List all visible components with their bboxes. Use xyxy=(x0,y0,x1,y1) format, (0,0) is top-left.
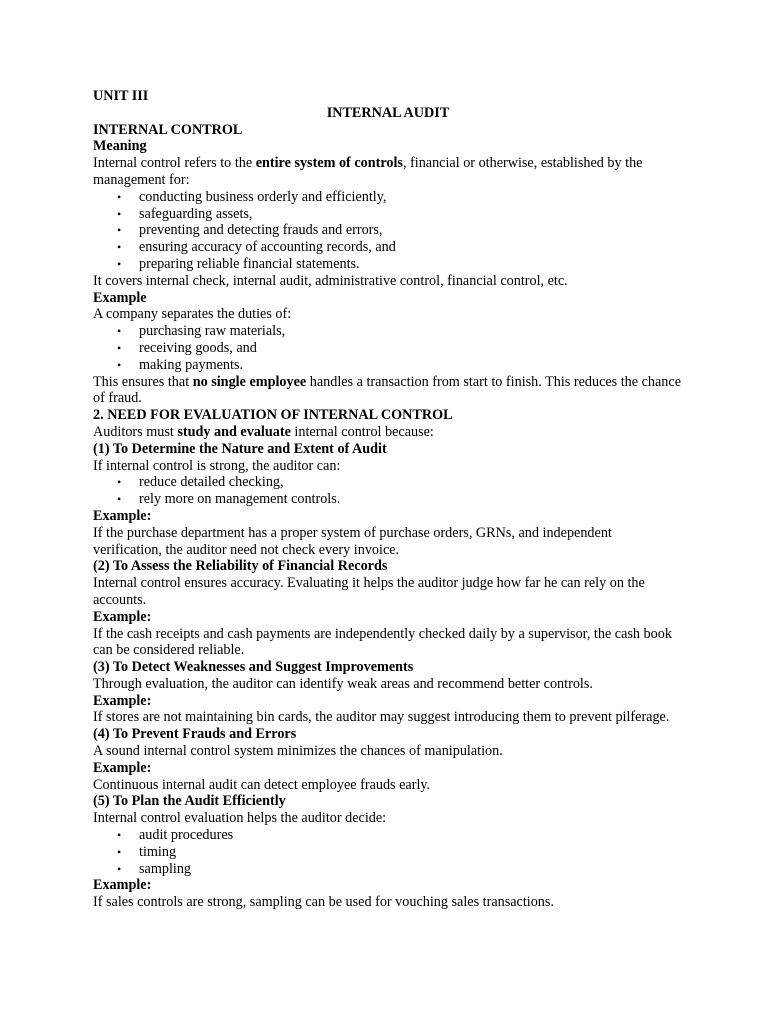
bullet-icon: • xyxy=(117,206,122,221)
ensures-paragraph: This ensures that no single employee handles a transaction from start to finish. This reduces the chance of fraud. xyxy=(93,373,681,407)
subheading-plan-audit: (5) To Plan the Audit Efficiently xyxy=(93,793,286,810)
list-item: • conducting business orderly and efficiently, xyxy=(117,188,387,205)
list-item: • sampling xyxy=(117,860,192,877)
bullet-icon: • xyxy=(117,240,122,255)
bullet-icon: • xyxy=(117,492,122,507)
list-item: • audit procedures xyxy=(117,827,234,844)
meaning-text-post: , financial or otherwise, established by the management for: xyxy=(93,155,643,188)
list-item: • making payments. xyxy=(117,356,244,373)
bullet-icon: • xyxy=(117,189,122,204)
subheading-frauds-errors: (4) To Prevent Frauds and Errors xyxy=(93,726,297,743)
list-item: • reduce detailed checking, xyxy=(117,474,284,491)
example-heading: Example xyxy=(93,289,147,306)
section-heading-internal-control: INTERNAL CONTROL xyxy=(93,121,243,138)
meaning-text-pre: Internal control refers to the xyxy=(93,155,256,172)
bullet-icon: • xyxy=(117,357,122,372)
example-label: Example: xyxy=(93,692,152,709)
example-label: Example: xyxy=(93,608,152,625)
bullet-icon: • xyxy=(117,340,122,355)
bullet-icon: • xyxy=(117,223,122,238)
auditor-decide-list xyxy=(93,827,683,877)
paragraph: Internal control evaluation helps the auditor decide: xyxy=(93,810,387,827)
example-label: Example: xyxy=(93,507,152,524)
list-item: • safeguarding assets, xyxy=(117,205,253,222)
example-paragraph: If the cash receipts and cash payments are independently checked daily by a supervisor, the cash book can be considered reliable. xyxy=(93,625,672,659)
meaning-text-bold: entire system of controls xyxy=(255,155,403,172)
bullet-icon: • xyxy=(117,844,122,859)
unit-label: UNIT III xyxy=(93,88,149,104)
example-label: Example: xyxy=(93,759,152,776)
bullet-icon: • xyxy=(117,475,122,490)
example-paragraph: If sales controls are strong, sampling can be used for vouching sales transactions. xyxy=(93,894,554,911)
list-item: • preventing and detecting frauds and errors, xyxy=(117,222,383,239)
paragraph: Internal control ensures accuracy. Evaluating it helps the auditor judge how far he can rely on the accounts. xyxy=(93,575,645,608)
section-heading-need-for-evaluation: 2. NEED FOR EVALUATION OF INTERNAL CONTROL xyxy=(93,407,453,424)
covers-paragraph: It covers internal check, internal audit, administrative control, financial control, etc. xyxy=(93,272,568,289)
list-item: • preparing reliable financial statements. xyxy=(117,255,360,272)
page-title: INTERNAL AUDIT xyxy=(326,104,450,121)
list-item: • rely more on management controls. xyxy=(117,491,341,508)
need-intro-paragraph: Auditors must study and evaluate internal control because: xyxy=(93,423,434,440)
meaning-paragraph xyxy=(93,155,683,189)
subheading-reliability: (2) To Assess the Reliability of Financial Records xyxy=(93,558,388,575)
meaning-heading: Meaning xyxy=(93,138,147,155)
paragraph: If internal control is strong, the auditor can: xyxy=(93,457,341,474)
duties-list xyxy=(93,323,683,373)
paragraph: A sound internal control system minimizes the chances of manipulation. xyxy=(93,743,503,760)
subheading-nature-extent: (1) To Determine the Nature and Extent of Audit xyxy=(93,440,387,457)
bullet-icon: • xyxy=(117,861,122,876)
list-item: • ensuring accuracy of accounting records, and xyxy=(117,239,396,256)
paragraph: Through evaluation, the auditor can identify weak areas and recommend better controls. xyxy=(93,675,593,692)
list-item: • timing xyxy=(117,843,177,860)
example-paragraph: If stores are not maintaining bin cards, the auditor may suggest introducing them to prevent pilferage. xyxy=(93,709,670,726)
list-item: • receiving goods, and xyxy=(117,339,257,356)
example-paragraph: If the purchase department has a proper system of purchase orders, GRNs, and independent verification, the auditor need not check every invoice. xyxy=(93,524,612,558)
example-label: Example: xyxy=(93,877,152,894)
example-paragraph: Continuous internal audit can detect employee frauds early. xyxy=(93,776,431,793)
bullet-icon: • xyxy=(117,256,122,271)
bullet-icon: • xyxy=(117,324,122,339)
subheading-weaknesses: (3) To Detect Weaknesses and Suggest Improvements xyxy=(93,659,414,676)
document-page xyxy=(93,88,683,911)
example-intro: A company separates the duties of: xyxy=(93,306,292,323)
bullet-icon: • xyxy=(117,828,122,843)
purposes-list xyxy=(93,189,683,273)
list-item: • purchasing raw materials, xyxy=(117,323,286,340)
auditor-can-list xyxy=(93,474,683,508)
